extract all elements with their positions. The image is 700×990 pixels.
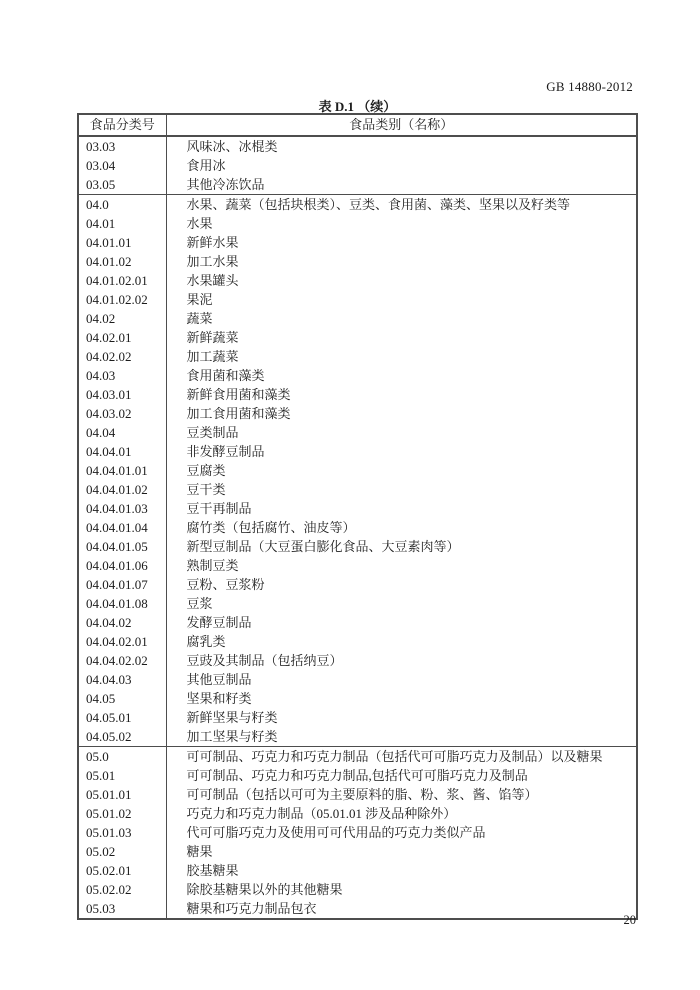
food-category-name: 食用冰 [186,158,226,173]
food-category-name: 腐乳类 [186,634,226,649]
table-row [78,537,637,556]
table-row [78,252,637,271]
food-category-name: 水果、蔬菜（包括块根类）、豆类、食用菌、藻类、坚果以及籽类等 [166,195,637,215]
food-category-name: 豆粉、豆浆粉 [186,577,265,592]
food-category-code: 04.03.02 [78,404,166,423]
food-category-code: 04.04 [78,423,166,442]
table-row [78,195,637,215]
page-number: 20 [623,913,636,927]
column-header-code: 食品分类号 [78,114,166,136]
food-category-name: 新鲜坚果与籽类 [186,710,278,725]
food-category-name: 代可可脂巧克力及使用可可代用品的巧克力类似产品 [186,825,486,840]
food-category-code: 04.04.01.04 [78,518,166,537]
standard-reference: GB 14880-2012 [546,79,633,94]
table-row [78,880,637,899]
food-category-name: 可可制品（包括以可可为主要原料的脂、粉、浆、酱、馅等） [186,787,538,802]
food-category-code: 05.01.01 [78,785,166,804]
food-category-code: 05.03 [78,899,166,919]
column-header-name: 食品类别（名称） [166,114,637,136]
food-category-name: 加工坚果与籽类 [186,729,278,744]
food-category-name: 熟制豆类 [186,558,239,573]
table-row [78,632,637,651]
food-category-code: 04.05.01 [78,708,166,727]
table-row [78,861,637,880]
food-category-code: 05.01.02 [78,804,166,823]
food-category-code: 05.02.01 [78,861,166,880]
table-row [78,785,637,804]
table-row [78,842,637,861]
food-category-name: 豆类制品 [186,425,239,440]
food-category-code: 04.02 [78,309,166,328]
food-category-code: 04.04.01 [78,442,166,461]
table-row [78,309,637,328]
food-category-code: 04.02.01 [78,328,166,347]
food-category-code: 04.04.01.01 [78,461,166,480]
table-row [78,271,637,290]
table-row [78,461,637,480]
food-category-name: 其他豆制品 [186,672,252,687]
food-category-name: 水果罐头 [186,273,239,288]
table-row [78,613,637,632]
food-category-code: 04.01.02 [78,252,166,271]
table-row [78,404,637,423]
food-category-code: 05.01.03 [78,823,166,842]
table-row [78,651,637,670]
food-category-code: 04.01.01 [78,233,166,252]
table-row [78,594,637,613]
food-category-table [77,113,638,920]
food-category-name: 可可制品、巧克力和巧克力制品（包括代可可脂巧克力及制品）以及糖果 [166,747,637,767]
table-row [78,233,637,252]
food-category-code: 04.04.01.02 [78,480,166,499]
table-row [78,766,637,785]
food-category-name: 坚果和籽类 [186,691,252,706]
table-row [78,214,637,233]
table-row [78,366,637,385]
food-category-code: 04.05 [78,689,166,708]
table-row [78,804,637,823]
table-row [78,670,637,689]
food-category-name: 加工水果 [186,254,239,269]
food-category-name: 巧克力和巧克力制品（05.01.01 涉及品种除外） [186,806,457,821]
food-category-name: 发酵豆制品 [186,615,252,630]
food-category-code: 03.03 [78,136,166,156]
food-category-code: 04.04.01.05 [78,537,166,556]
food-category-code: 04.04.02.01 [78,632,166,651]
food-category-code: 05.0 [78,747,166,767]
food-category-name: 糖果 [186,844,213,859]
food-category-code: 03.05 [78,175,166,195]
food-category-code: 04.04.03 [78,670,166,689]
food-category-code: 04.04.01.06 [78,556,166,575]
food-category-name: 豆干再制品 [186,501,252,516]
food-category-name: 其他冷冻饮品 [186,177,265,192]
table-header [78,114,637,136]
food-category-code: 04.03 [78,366,166,385]
food-category-name: 蔬菜 [186,311,213,326]
table-body [78,136,637,919]
food-category-code: 05.02.02 [78,880,166,899]
food-category-code: 04.04.02 [78,613,166,632]
table-row [78,290,637,309]
table-row [78,823,637,842]
food-category-code: 04.04.01.03 [78,499,166,518]
food-category-name: 果泥 [186,292,213,307]
food-category-name: 豆豉及其制品（包括纳豆） [186,653,343,668]
food-category-name: 除胶基糖果以外的其他糖果 [186,882,343,897]
food-category-code: 04.01.02.01 [78,271,166,290]
food-category-code: 05.01 [78,766,166,785]
table-title: 表 D.1 （续） [318,99,397,114]
food-category-name: 豆腐类 [186,463,226,478]
food-category-name: 豆干类 [186,482,226,497]
food-category-code: 04.0 [78,195,166,215]
food-category-name: 新型豆制品（大豆蛋白膨化食品、大豆素肉等） [186,539,460,554]
table-row [78,518,637,537]
food-category-code: 04.05.02 [78,727,166,747]
table-row [78,175,637,195]
table-row [78,575,637,594]
food-category-name: 豆浆 [186,596,213,611]
food-category-name: 可可制品、巧克力和巧克力制品,包括代可可脂巧克力及制品 [186,768,528,783]
food-category-code: 04.01.02.02 [78,290,166,309]
table-row [78,708,637,727]
table-row [78,385,637,404]
table-row [78,136,637,156]
food-category-code: 05.02 [78,842,166,861]
table-row [78,747,637,767]
food-category-code: 04.02.02 [78,347,166,366]
table-row [78,480,637,499]
food-category-code: 04.03.01 [78,385,166,404]
food-category-name: 新鲜食用菌和藻类 [186,387,291,402]
table-row [78,442,637,461]
food-category-name: 水果 [186,216,213,231]
food-category-name: 腐竹类（包括腐竹、油皮等） [186,520,356,535]
food-category-code: 04.01 [78,214,166,233]
food-category-name: 非发酵豆制品 [186,444,265,459]
table-row [78,556,637,575]
table-row [78,347,637,366]
food-category-name: 食用菌和藻类 [186,368,265,383]
food-category-name: 糖果和巧克力制品包衣 [186,901,317,916]
food-category-name: 加工蔬菜 [186,349,239,364]
food-category-name: 新鲜蔬菜 [186,330,239,345]
table-row [78,156,637,175]
table-row [78,689,637,708]
header-row [78,114,637,136]
food-category-name: 风味冰、冰棍类 [186,139,278,154]
food-category-name: 加工食用菌和藻类 [186,406,291,421]
food-category-code: 04.04.02.02 [78,651,166,670]
table-row [78,727,637,747]
food-category-name: 新鲜水果 [186,235,239,250]
table-row [78,328,637,347]
food-category-code: 04.04.01.07 [78,575,166,594]
table-row [78,899,637,919]
food-category-code: 03.04 [78,156,166,175]
food-category-name: 胶基糖果 [186,863,239,878]
table-row [78,423,637,442]
table-row [78,499,637,518]
food-category-code: 04.04.01.08 [78,594,166,613]
